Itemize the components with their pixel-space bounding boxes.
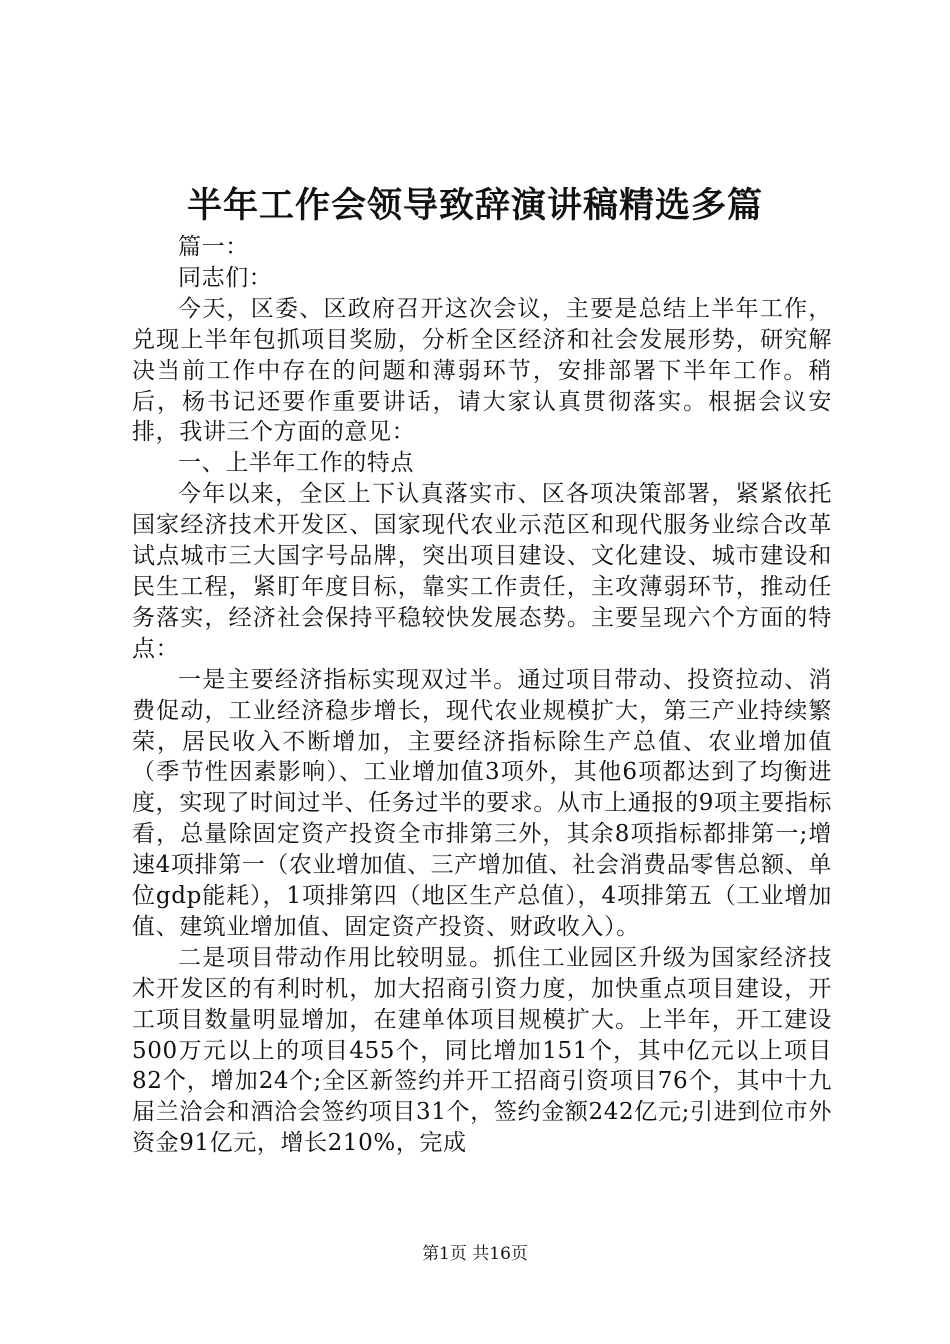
paragraph: 今年以来，全区上下认真落实市、区各项决策部署，紧紧依托国家经济技术开发区、国家现代农业示范区和现代服务业综合改革试点城市三大国字号品牌，突出项目建设、文化建设、城市建设和民生工程，紧盯年度目标，靠实工作责任，主攻薄弱环节，推动任务落实，经济社会保持平稳较快发展态势。主要呈现六个方面的特点： (132, 481, 832, 662)
paragraph: 篇一： (178, 234, 249, 260)
paragraph: 今天，区委、区政府召开这次会议，主要是总结上半年工作，兑现上半年包抓项目奖励，分析全区经济和社会发展形势，研究解决当前工作中存在的问题和薄弱环节，安排部署下半年工作。稍后，杨书记还要作重要讲话，请大家认真贯彻落实。根据会议安排，我讲三个方面的意见： (132, 295, 832, 446)
section-heading: 一、上半年工作的特点 (178, 450, 414, 477)
paragraph: 同志们： (178, 264, 273, 291)
paragraph: 二是项目带动作用比较明显。抓住工业园区升级为国家经济技术开发区的有利时机，加大招商引资力度，加快重点项目建设，开工项目数量明显增加，在建单体项目规模扩大。上半年，开工建设500万元以上的项目455个，同比增加151个，其中亿元以上项目82个，增加24个;全区新签约并开工招商引资项目76个，其中十九届兰洽会和酒洽会签约项目31个，签约金额242亿元;引进到位市外资金91亿元，增长210%，完成 (132, 944, 832, 1157)
document-body (132, 232, 832, 1159)
page-footer: 第1页 共16页 (422, 1244, 528, 1264)
document-title: 半年工作会领导致辞演讲稿精选多篇 (186, 185, 763, 226)
paragraph: 一是主要经济指标实现双过半。通过项目带动、投资拉动、消费促动，工业经济稳步增长，现代农业规模扩大，第三产业持续繁荣，居民收入不断增加，主要经济指标除生产总值、农业增加值（季节性因素影响）、工业增加值3项外，其他6项都达到了均衡进度，实现了时间过半、任务过半的要求。从市上通报的9项主要指标看，总量除固定资产投资全市排第三外，其余8项指标都排第一;增速4项排第一（农业增加值、三产增加值、社会消费品零售总额、单位gdp能耗），1项排第四（地区生产总值），4项排第五（工业增加值、建筑业增加值、固定资产投资、财政收入）。 (132, 666, 832, 940)
